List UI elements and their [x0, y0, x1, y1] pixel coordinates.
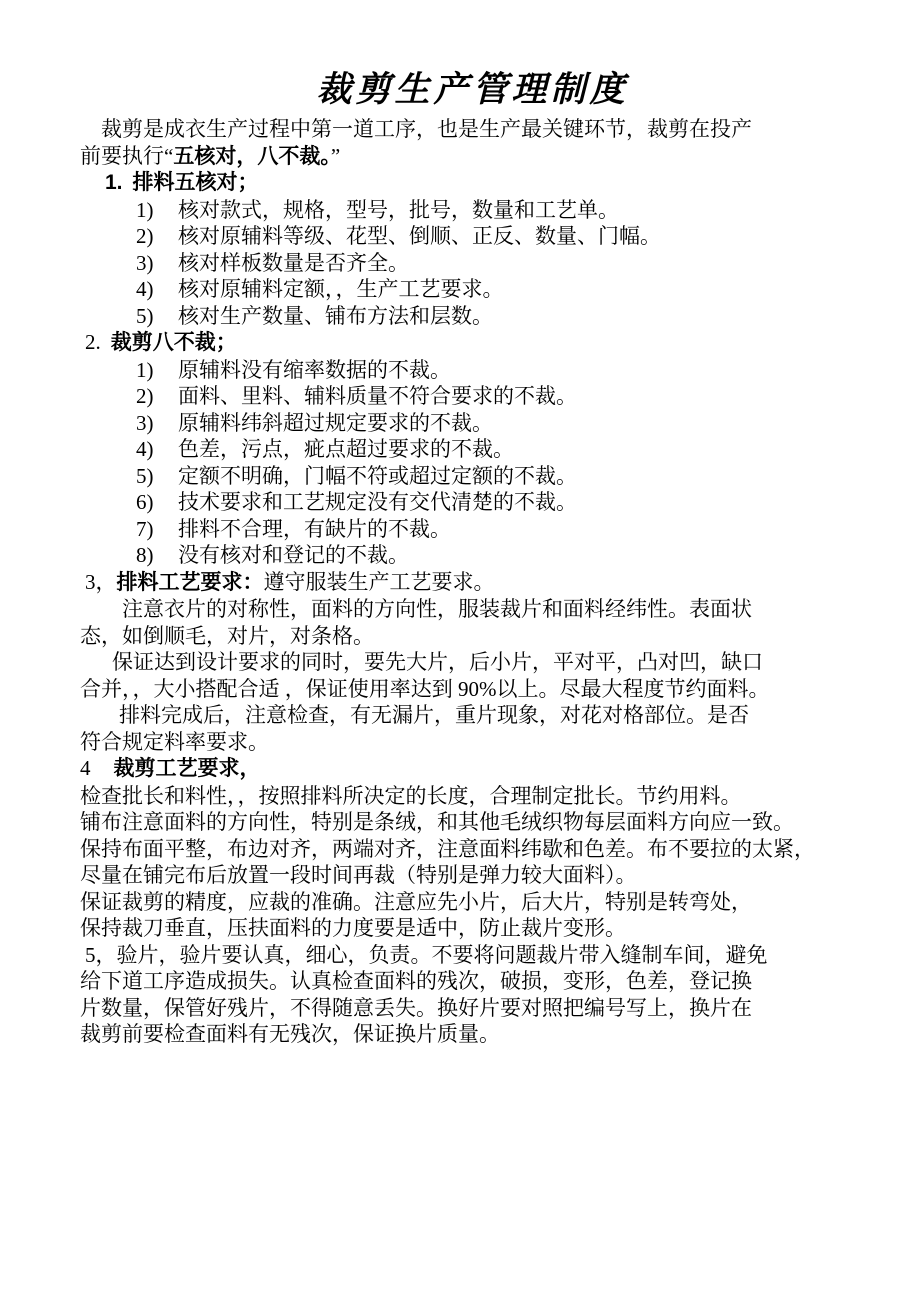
list-item — [136, 463, 865, 490]
list-item-text: 核对原辅料等级、花型、倒顺、正反、数量、门幅。 — [178, 224, 661, 248]
paragraph-line: 给下道工序造成损失。认真检查面料的残次，破损，变形，色差，登记换 — [80, 969, 752, 993]
paragraph-line: 检查批长和料性，，按照排料所决定的长度，合理制定批长。节约用料。 — [80, 783, 742, 808]
paragraph-line: 裁剪前要检查面料有无残次，保证换片质量。 — [80, 1022, 500, 1046]
paragraph-line: 尽量在铺完布后放置一段时间再裁（特别是弹力较大面料）。 — [80, 863, 637, 887]
list-item-text: 核对生产数量、铺布方法和层数。 — [178, 303, 493, 328]
list-item-number: 3) — [136, 250, 154, 275]
section-3 — [80, 569, 865, 756]
paragraph-line: 保证裁剪的精度，应裁的准确。注意应先小片，后大片，特别是转弯处， — [80, 889, 752, 914]
list-item-number: 8) — [136, 543, 154, 567]
list-item-number: 2) — [136, 384, 154, 408]
list-item — [136, 436, 865, 463]
list-item-number: 1) — [136, 197, 154, 222]
list-item — [136, 410, 865, 437]
section-2-heading-text: 裁剪八不裁； — [110, 331, 237, 354]
paragraph-line: 保证达到设计要求的同时，要先大片，后小片，平对平，凸对凹，缺口 — [112, 650, 763, 674]
section-2 — [80, 329, 865, 569]
list-item-number: 4) — [136, 277, 154, 301]
section-3-heading — [80, 569, 865, 597]
list-item — [136, 516, 865, 543]
list-item — [136, 542, 865, 569]
list-item-number: 3) — [136, 410, 154, 435]
list-item — [136, 357, 865, 384]
list-item-number: 2) — [136, 224, 154, 248]
list-item-number: 5) — [136, 463, 154, 488]
intro-line-1: 裁剪是成衣生产过程中第一道工序，也是生产最关键环节，裁剪在投产 — [101, 117, 752, 141]
section-1-heading-text: 排料五核对； — [132, 171, 259, 194]
paragraph-line: 片数量，保管好残片，不得随意丢失。换好片要对照把编号写上，换片在 — [80, 995, 752, 1020]
list-item-text: 没有核对和登记的不裁。 — [178, 543, 409, 567]
section-1-number: 1. — [105, 171, 123, 194]
paragraph-line: 符合规定料率要求。 — [80, 729, 269, 754]
section-2-number: 2. — [85, 330, 101, 354]
list-item-number: 6) — [136, 490, 154, 514]
intro-paragraph — [80, 116, 865, 170]
section-2-heading — [80, 329, 865, 357]
list-item — [136, 383, 865, 410]
list-item-text: 面料、里料、辅料质量不符合要求的不裁。 — [178, 384, 577, 408]
list-item-text: 技术要求和工艺规定没有交代清楚的不裁。 — [178, 490, 577, 514]
section-1 — [80, 170, 865, 329]
list-item-text: 核对款式，规格，型号，批号，数量和工艺单。 — [178, 197, 619, 222]
section-4-number: 4 — [80, 756, 91, 780]
section-4 — [80, 755, 865, 942]
list-item-text: 原辅料纬斜超过规定要求的不裁。 — [178, 410, 493, 435]
section-5 — [80, 942, 865, 1048]
paragraph-line: 排料完成后，注意检查，有无漏片，重片现象，对花对格部位。是否 — [119, 703, 749, 727]
list-item — [136, 197, 865, 224]
paragraph-line: 合并，，大小搭配合适 ，保证使用率达到 90%以上。尽最大程度节约面料。 — [80, 676, 770, 701]
paragraph-line: 注意衣片的对称性，面料的方向性，服装裁片和面料经纬性。表面状 — [122, 597, 752, 621]
list-item-text: 色差，污点，疵点超过要求的不裁。 — [178, 437, 514, 461]
list-item-text: 排料不合理，有缺片的不裁。 — [178, 516, 451, 541]
intro-line-2-pre: 前要执行“ — [80, 143, 174, 168]
paragraph-line: 态，如倒顺毛，对片，对条格。 — [80, 623, 374, 648]
section-4-heading — [80, 755, 865, 783]
paragraph-line: 铺布注意面料的方向性，特别是条绒，和其他毛绒织物每层面料方向应一致。 — [80, 810, 794, 834]
intro-line-2 — [80, 143, 865, 171]
section-4-heading-text: 裁剪工艺要求， — [113, 757, 261, 780]
list-item — [136, 489, 865, 516]
list-item — [136, 223, 865, 250]
list-item-text: 核对原辅料定额，，生产工艺要求。 — [178, 277, 504, 301]
section-3-heading-text: 排料工艺要求： — [116, 570, 264, 594]
list-item-number: 4) — [136, 437, 154, 461]
intro-line-2-emphasis: 五核对，八不裁。 — [173, 144, 331, 168]
paragraph-line: 保持布面平整，布边对齐，两端对齐，注意面料纬歇和色差。布不要拉的太紧， — [80, 836, 815, 861]
list-item-text: 原辅料没有缩率数据的不裁。 — [178, 357, 451, 382]
section-1-heading — [80, 170, 865, 197]
list-item-text: 定额不明确，门幅不符或超过定额的不裁。 — [178, 463, 577, 488]
list-item — [136, 276, 865, 303]
list-item — [136, 303, 865, 330]
paragraph-line: 保持裁刀垂直，压扶面料的力度要是适中，防止裁片变形。 — [80, 916, 626, 940]
list-item-number: 7) — [136, 516, 154, 541]
list-item — [136, 250, 865, 277]
intro-line-2-post: ” — [330, 143, 341, 168]
list-item-number: 1) — [136, 357, 154, 382]
section-3-heading-tail: 遵守服装生产工艺要求。 — [263, 569, 495, 594]
list-item-text: 核对样板数量是否齐全。 — [178, 250, 409, 275]
paragraph-line: 5，验片，验片要认真，细心，负责。不要将问题裁片带入缝制车间，避免 — [85, 942, 768, 967]
list-item-number: 5) — [136, 303, 154, 328]
section-3-number: 3， — [85, 569, 117, 594]
document-title: 裁剪生产管理制度 — [316, 69, 629, 110]
